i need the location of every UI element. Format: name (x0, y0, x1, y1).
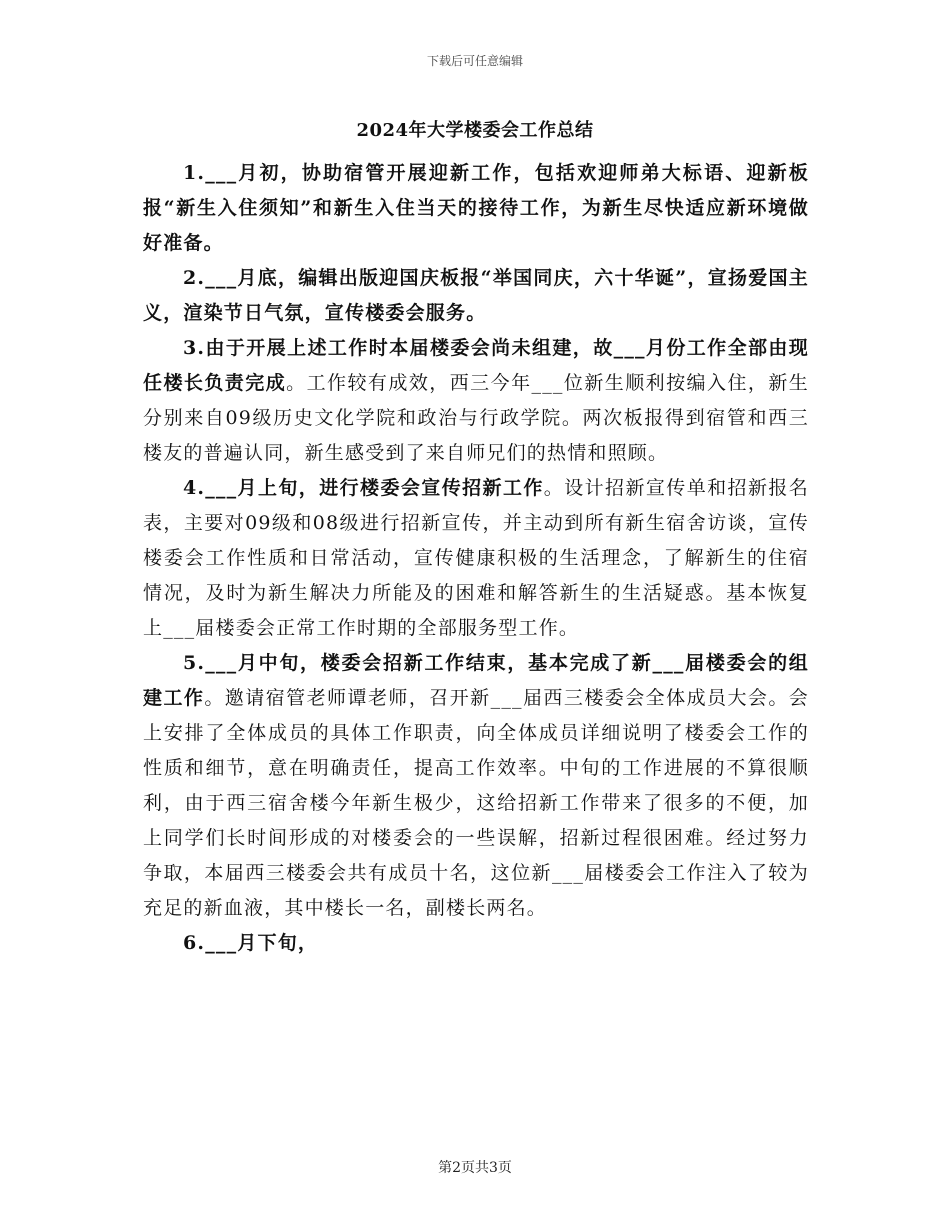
paragraph-6-lead: 6.___月下旬， (183, 932, 319, 954)
paragraph-1 (143, 156, 809, 261)
paragraph-5-lead: 5.___月中旬，楼委会招新工作结束，基本完成了新___届楼委会的组建工作 (143, 652, 809, 709)
header-note: 下载后可任意编辑 (426, 54, 523, 68)
page-number: 第2页共3页 (438, 1160, 512, 1176)
paragraph-2-lead: 2.___月底，编辑出版迎国庆板报“举国同庆，六十华诞”，宣扬爱国主义，渲染节日气氛，宣传楼委会服务。 (143, 267, 809, 324)
document-title: 2024年大学楼委会工作总结 (356, 120, 594, 141)
paragraph-6 (143, 926, 809, 961)
paragraph-4-lead: 4.___月上旬，进行楼委会宣传招新工作 (183, 477, 544, 499)
paragraph-1-lead: 1.___月初，协助宿管开展迎新工作，包括欢迎师弟大标语、迎新板报“新生入住须知”和新生入住当天的接待工作，为新生尽快适应新环境做好准备。 (143, 162, 809, 254)
paragraph-3-lead: 3.由于开展上述工作时本届楼委会尚未组建，故___月份工作全部由现任楼长负责完成 (143, 337, 809, 394)
document-body (143, 156, 809, 961)
paragraph-5-rest: 。邀请宿管老师谭老师，召开新___届西三楼委会全体成员大会。会上安排了全体成员的具体工作职责，向全体成员详细说明了楼委会工作的性质和细节，意在明确责任，提高工作效率。中旬的工作进展的不算很顺利，由于西三宿舍楼今年新生极少，这给招新工作带来了很多的不便，加上同学们长时间形成的对楼委会的一些误解，招新过程很困难。经过努力争取，本届西三楼委会共有成员十名，这位新___届楼委会工作注入了较为充足的新血液，其中楼长一名，副楼长两名。 (143, 687, 810, 919)
paragraph-5 (143, 646, 809, 926)
paragraph-3-rest: 。工作较有成效，西三今年___位新生顺利按编入住，新生分别来自09级历史文化学院和政治与行政学院。两次板报得到宿管和西三楼友的普遍认同，新生感受到了来自师兄们的热情和照顾。 (143, 372, 809, 464)
paragraph-3 (143, 331, 809, 471)
paragraph-2 (143, 261, 809, 331)
paragraph-4 (143, 471, 809, 646)
paragraph-4-rest: 。设计招新宣传单和招新报名表，主要对09级和08级进行招新宣传，并主动到所有新生宿舍访谈，宣传楼委会工作性质和日常活动，宣传健康积极的生活理念，了解新生的住宿情况，及时为新生解决力所能及的困难和解答新生的生活疑惑。基本恢复上___届楼委会正常工作时期的全部服务型工作。 (143, 477, 809, 639)
